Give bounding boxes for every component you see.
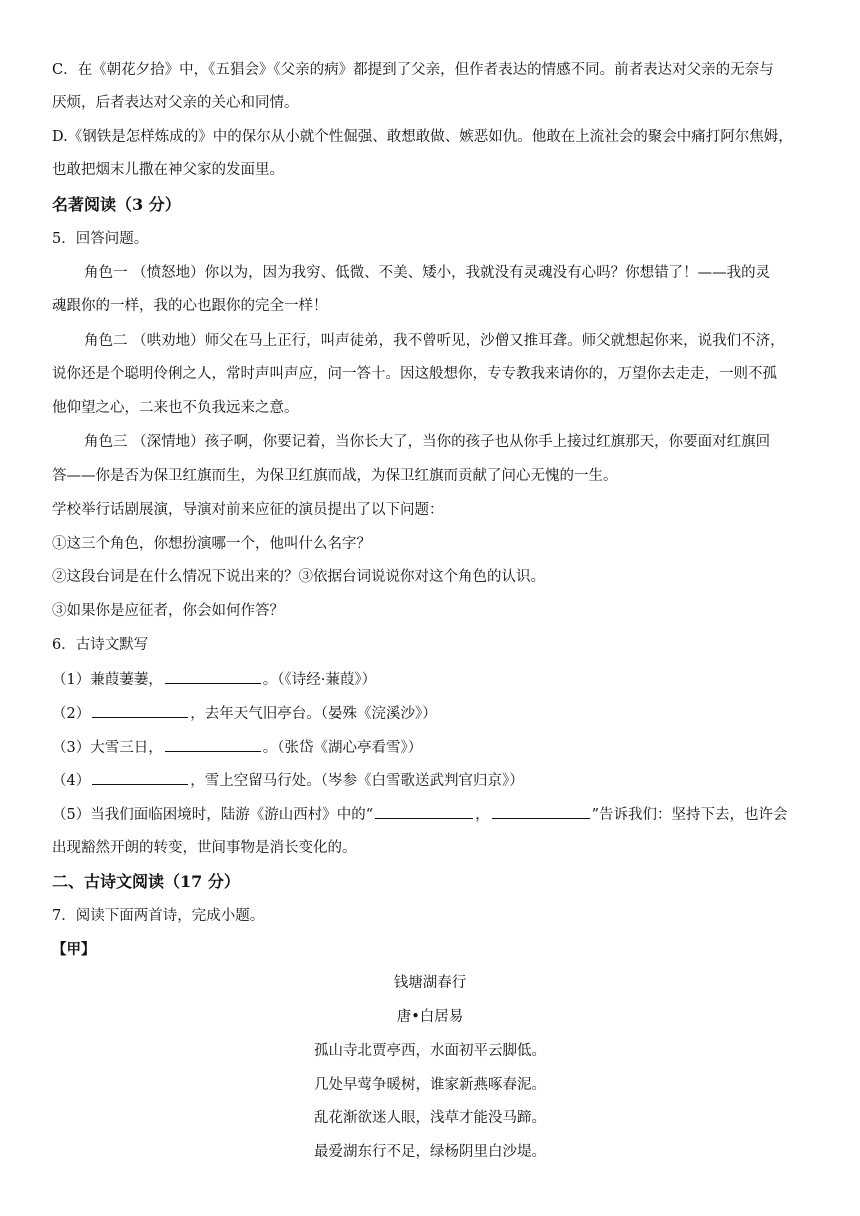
q6-item-2-suffix: ，去年天气旧亭台。（晏殊《浣溪沙》）: [190, 706, 437, 722]
q6-item-2: [52, 703, 437, 724]
q6-item-4-prefix: （4）: [52, 773, 91, 789]
q6-item-3: [52, 737, 422, 758]
q6-item-2-prefix: （2）: [52, 706, 91, 722]
poem-label-jia: 【甲】: [52, 941, 96, 958]
poem-line: 孤山寺北贾亭西，水面初平云脚低。: [314, 1043, 546, 1059]
role-3-line1: 角色三 （深情地）孩子啊，你要记着，当你长大了，当你的孩子也从你手上接过红旗那天，你要面对红旗回: [84, 434, 771, 450]
poem-title: 钱塘湖春行: [393, 975, 467, 991]
answer-blank[interactable]: [92, 703, 188, 718]
section-heading-two: 二、古诗文阅读（17 分）: [52, 872, 240, 891]
role-1-line2: 魂跟你的一样，我的心也跟你的完全一样！: [52, 298, 328, 314]
role-2-line1: 角色二 （哄劝地）师父在马上正行，叫声徒弟，我不曾听见，沙僧又推耳聋。师父就想起你来，说我们不济，: [84, 333, 785, 349]
poem-line: 乱花渐欲迷人眼，浅草才能没马蹄。: [314, 1110, 546, 1126]
question-5-context: 学校举行话剧展演，导演对前来应征的演员提出了以下问题：: [52, 502, 444, 518]
q6-item-1-suffix: 。（《诗经·蒹葭》）: [262, 672, 377, 688]
question-6-title: 6．古诗文默写: [52, 637, 149, 653]
role-1-line1: 角色一 （愤怒地）你以为，因为我穷、低微、不美、矮小，我就没有灵魂没有心吗？你想错了！——我的灵: [84, 265, 771, 281]
poem-line: 几处早莺争暖树，谁家新燕啄春泥。: [314, 1077, 546, 1093]
option-d-line2: 也敢把烟末儿撒在神父家的发面里。: [52, 162, 284, 178]
answer-blank[interactable]: [492, 804, 590, 819]
q6-item-4-suffix: ，雪上空留马行处。（岑参《白雪歌送武判官归京》）: [190, 773, 524, 789]
question-5-title: 5．回答问题。: [52, 231, 149, 247]
answer-blank[interactable]: [375, 804, 473, 819]
section-heading-mingzhu: 名著阅读（3 分）: [52, 195, 181, 214]
poem-author: 唐•白居易: [396, 1009, 464, 1025]
answer-blank[interactable]: [165, 669, 261, 684]
question-7-title: 7．阅读下面两首诗，完成小题。: [52, 908, 265, 924]
question-5-sub-a: ①这三个角色，你想扮演哪一个，他叫什么名字？: [52, 536, 371, 552]
option-d-line1: D.《钢铁是怎样炼成的》中的保尔从小就个性倔强、敢想敢做、嫉恶如仇。他敢在上流社会的聚会中痛打阿尔焦姆，: [52, 129, 793, 145]
answer-blank[interactable]: [165, 737, 261, 752]
q6-item-3-prefix: （3）大雪三日，: [52, 740, 163, 756]
q6-item-4: [52, 770, 524, 791]
poem-line: 最爱湖东行不足，绿杨阴里白沙堤。: [314, 1144, 546, 1160]
role-2-line2: 说你还是个聪明伶俐之人，常时声叫声应，问一答十。因这般想你，专专教我来请你的，万望你去走走，一则不孤: [52, 366, 777, 382]
q6-item-5-suffix: ”告诉我们：坚持下去，也许会: [591, 807, 788, 823]
role-3-line2: 答——你是否为保卫红旗而生，为保卫红旗而战，为保卫红旗而贡献了问心无愧的一生。: [52, 468, 618, 484]
q6-item-5-line2: 出现豁然开朗的转变，世间事物是消长变化的。: [52, 840, 357, 856]
option-c-line2: 厌烦，后者表达对父亲的关心和同情。: [52, 95, 299, 111]
q6-item-5-prefix: （5）当我们面临困境时，陆游《游山西村》中的“: [52, 807, 374, 823]
option-c-line1: C．在《朝花夕拾》中，《五猖会》《父亲的病》都提到了父亲，但作者表达的情感不同。前者表达对父亲的无奈与: [52, 62, 774, 78]
q6-item-1-prefix: （1）兼葭萋萋，: [52, 672, 163, 688]
role-2-line3: 他仰望之心，二来也不负我远来之意。: [52, 400, 299, 416]
q6-item-3-suffix: 。（张岱《湖心亭看雪》）: [262, 740, 423, 756]
question-5-sub-b: ②这段台词是在什么情况下说出来的？③依据台词说说你对这个角色的认识。: [52, 569, 545, 585]
q6-item-1: [52, 669, 376, 690]
answer-blank[interactable]: [92, 770, 188, 785]
q6-item-5-line1: [52, 804, 788, 825]
q6-item-5-mid: ，: [475, 807, 490, 823]
question-5-sub-c: ③如果你是应征者，你会如何作答？: [52, 603, 284, 619]
